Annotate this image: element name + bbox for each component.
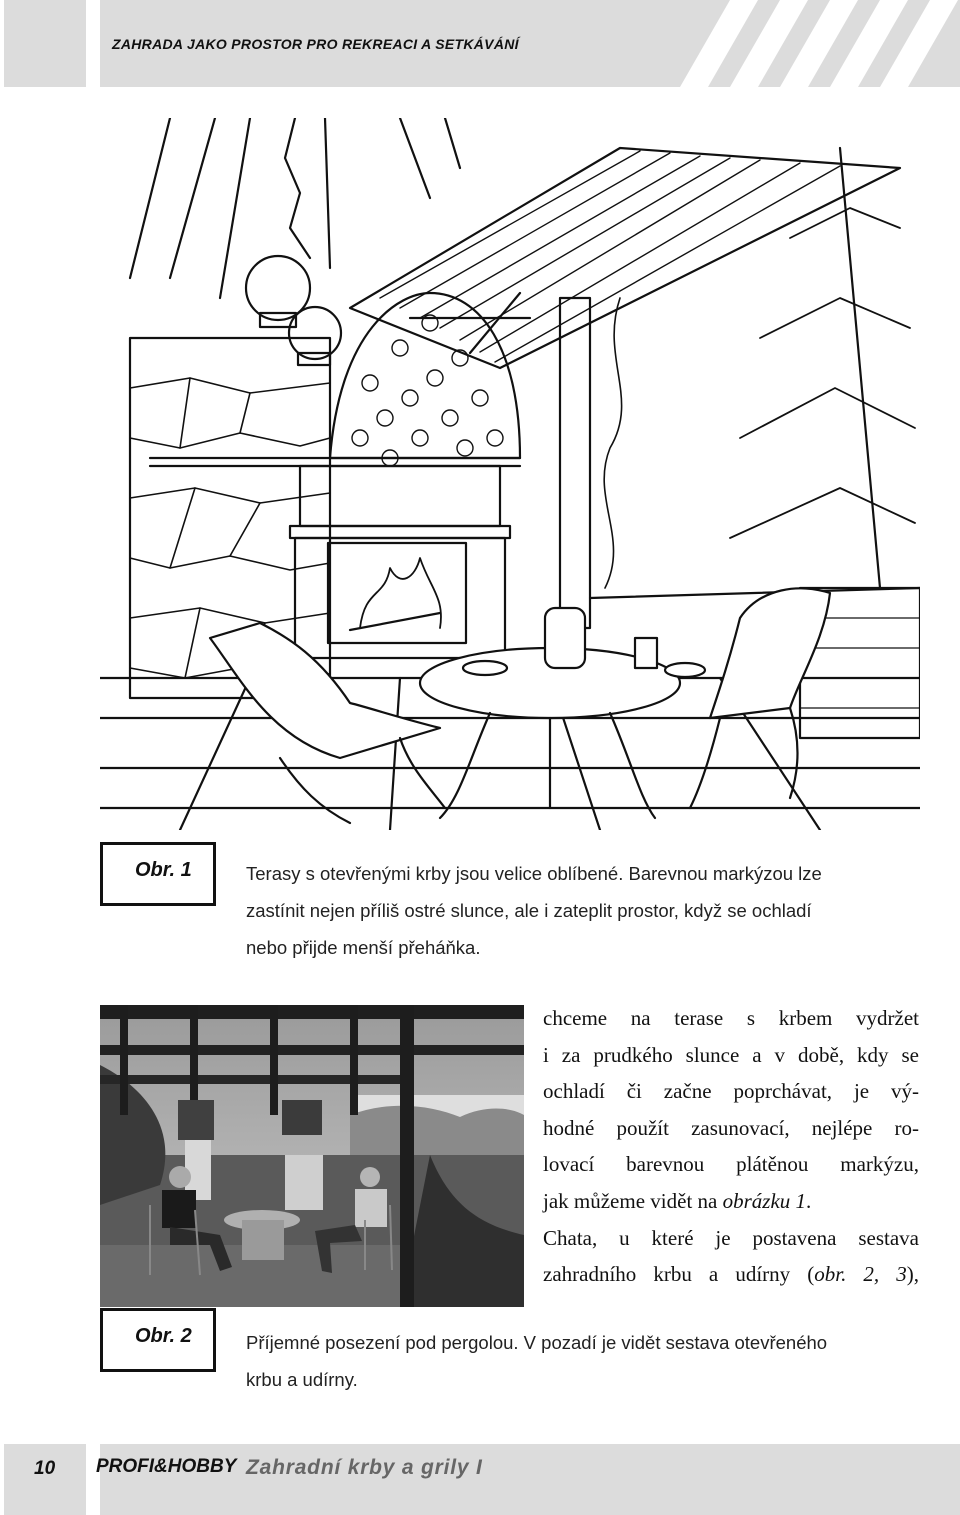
caption-line: Příjemné posezení pod pergolou. V pozadí je vidět sestava otevřeného xyxy=(246,1332,828,1353)
body-text-line: chceme na terase s krbem vydržet xyxy=(543,1006,919,1030)
body-text-line xyxy=(543,1256,919,1293)
figure-reference-1: obrázku 1 xyxy=(722,1188,807,1213)
caption-line: Terasy s otevřenými krby jsou velice oblíbené. Barevnou markýzou lze xyxy=(246,863,822,884)
figure-reference-2: obr. 2, 3 xyxy=(814,1262,907,1287)
figure-1-caption xyxy=(246,855,926,966)
figure-2-label-box xyxy=(100,1308,216,1372)
body-text-segment: . xyxy=(806,1188,812,1213)
running-header-title: ZAHRADA JAKO PROSTOR PRO REKREACI A SETKÁVÁNÍ xyxy=(112,36,519,52)
figure-1-label-box xyxy=(100,842,216,906)
body-text-segment: jak můžeme vidět na xyxy=(543,1188,723,1213)
figure-2-label: Obr. 2 xyxy=(135,1325,192,1347)
pergola-seating-photo xyxy=(100,1005,524,1307)
header-stripes-decoration xyxy=(660,0,960,87)
body-text-line: i za prudkého slunce a v době, kdy se xyxy=(543,1042,919,1067)
body-text-segment: ), xyxy=(906,1262,919,1287)
caption-line: krbu a udírny. xyxy=(246,1369,358,1390)
caption-line: zastínit nejen příliš ostré slunce, ale i zateplit prostor, když se ochladí xyxy=(246,900,812,921)
terrace-fireplace-illustration xyxy=(100,118,920,830)
figure-1-label: Obr. 1 xyxy=(135,859,192,881)
publication-title: Zahradní krby a grily I xyxy=(246,1456,483,1479)
figure-2-caption xyxy=(246,1324,926,1398)
body-text-column xyxy=(543,1000,919,1293)
body-text-line: Chata, u které je postavena sestava xyxy=(543,1225,919,1250)
body-text-line: lovací barevnou plátěnou markýzu, xyxy=(543,1152,919,1177)
body-text-line: hodné použít zasunovací, nejlépe ro- xyxy=(543,1115,919,1140)
footer-band xyxy=(100,1444,960,1515)
body-text-line xyxy=(543,1183,919,1220)
body-text-segment: zahradního krbu a udírny ( xyxy=(543,1262,815,1287)
header-corner-block xyxy=(4,0,86,87)
caption-line: nebo přijde menší přeháňka. xyxy=(246,937,481,958)
body-text-line: ochladí či začne poprchávat, je vý- xyxy=(543,1079,919,1104)
page-number: 10 xyxy=(34,1458,56,1479)
brand-logo-text: PROFI&HOBBY xyxy=(96,1456,237,1477)
